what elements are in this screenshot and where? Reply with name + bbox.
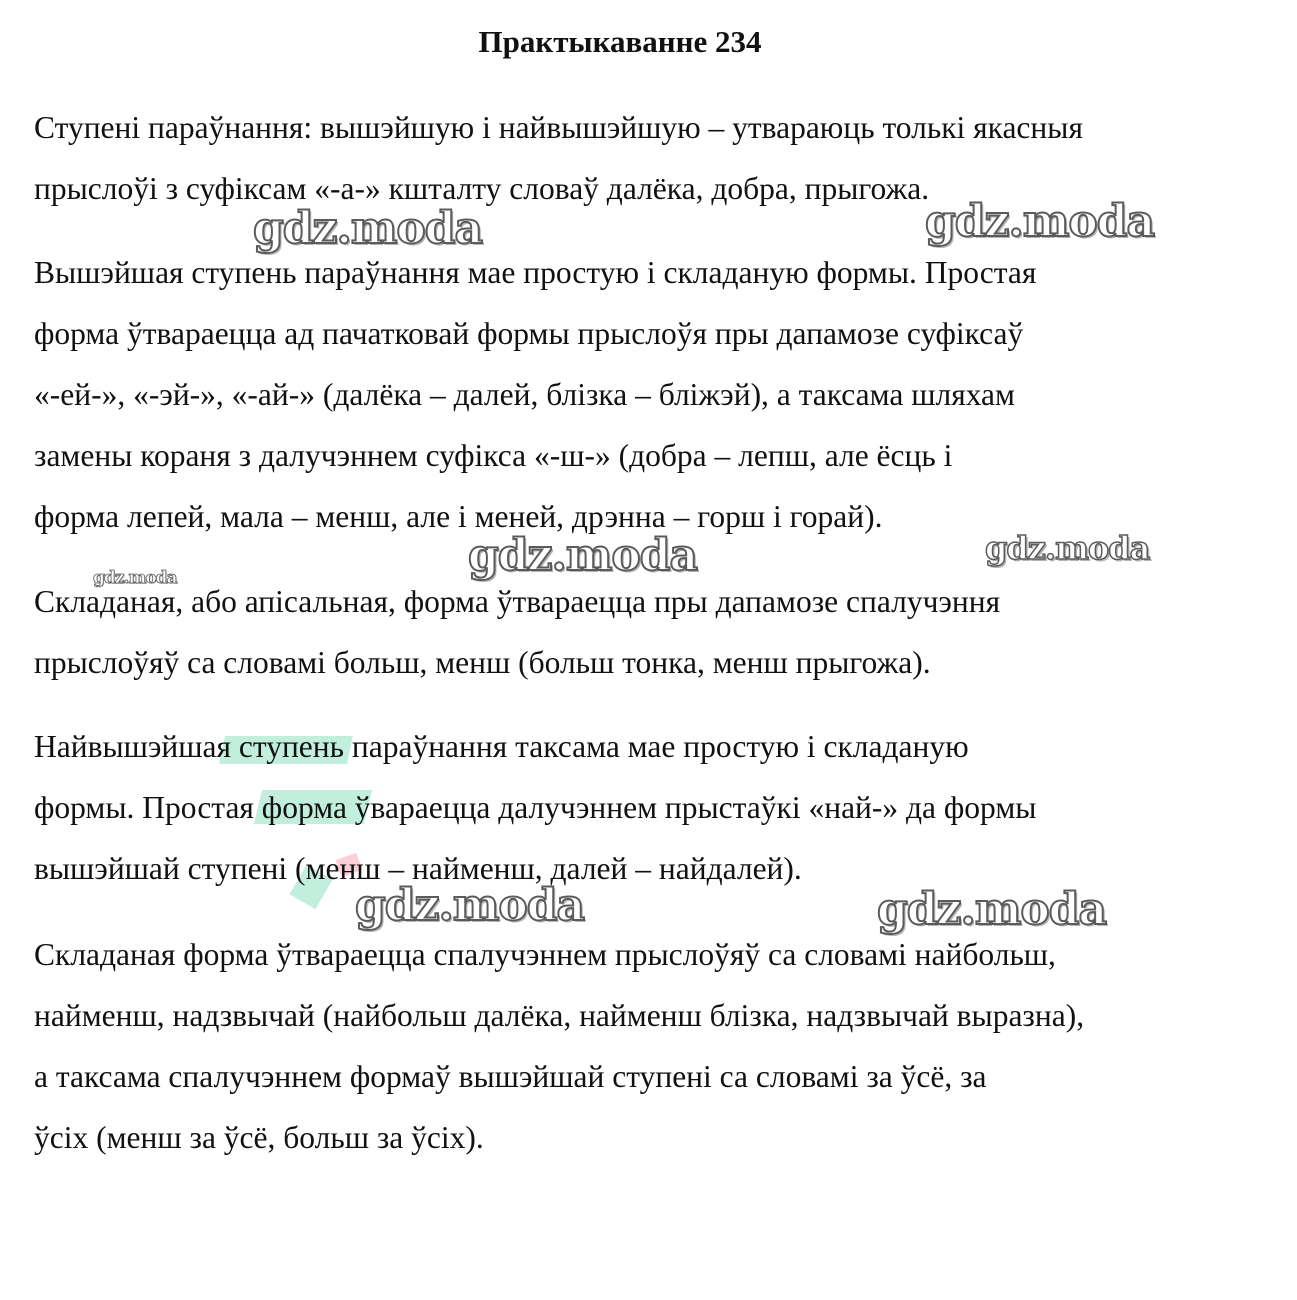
text-line: форма лепей, мала – менш, але і меней, дрэнна – горш і горай). xyxy=(34,499,883,534)
text-line: замены кораня з далучэннем суфікса «-ш-» (добра – лепш, але ёсць і xyxy=(34,438,953,473)
watermark: gdz.moda xyxy=(355,880,585,931)
watermark: gdz.moda xyxy=(93,568,177,588)
text-line: Складаная, або апісальная, форма ўтвараецца пры дапамозе спалучэння xyxy=(34,584,1001,619)
text-line: форма ўтвараецца ад пачатковай формы прыслоўя пры дапамозе суфіксаў xyxy=(34,316,1024,351)
watermark: gdz.moda xyxy=(468,530,698,581)
text-line: найменш, надзвычай (найбольш далёка, найменш блізка, надзвычай выразна), xyxy=(34,998,1085,1033)
watermark: gdz.moda xyxy=(985,529,1150,567)
text-line: а таксама спалучэннем формаў вышэйшай ступені са словамі за ўсё, за xyxy=(34,1059,987,1094)
page-title: Практыкаванне 234 xyxy=(478,24,762,59)
text-line: Найвышэйшая ступень параўнання таксама мае простую і складаную xyxy=(34,729,969,764)
text-line: Ступені параўнання: вышэйшую і найвышэйшую – утвараюць толькі якасныя xyxy=(34,110,1083,145)
text-line: Вышэйшая ступень параўнання мае простую і складаную формы. Простая xyxy=(34,255,1037,290)
text-line: формы. Простая форма ўвараецца далучэннем прыстаўкі «най-» да формы xyxy=(34,790,1037,825)
text-line: «-ей-», «-эй-», «-ай-» (далёка – далей, блізка – бліжэй), а таксама шляхам xyxy=(34,377,1015,412)
watermark: gdz.moda xyxy=(925,196,1155,247)
text-line: вышэйшай ступені (менш – найменш, далей – найдалей). xyxy=(34,851,802,886)
text-line: прыслоўяў са словамі больш, менш (больш тонка, менш прыгожа). xyxy=(34,645,931,680)
text-line: Складаная форма ўтвараецца спалучэннем прыслоўяў са словамі найбольш, xyxy=(34,937,1056,972)
text-line: ўсіх (менш за ўсё, больш за ўсіх). xyxy=(34,1120,484,1155)
text-line: прыслоўі з суфіксам «-а-» кшталту словаў далёка, добра, прыгожа. xyxy=(34,171,930,206)
watermark: gdz.moda xyxy=(253,203,483,254)
watermark: gdz.moda xyxy=(877,884,1107,935)
